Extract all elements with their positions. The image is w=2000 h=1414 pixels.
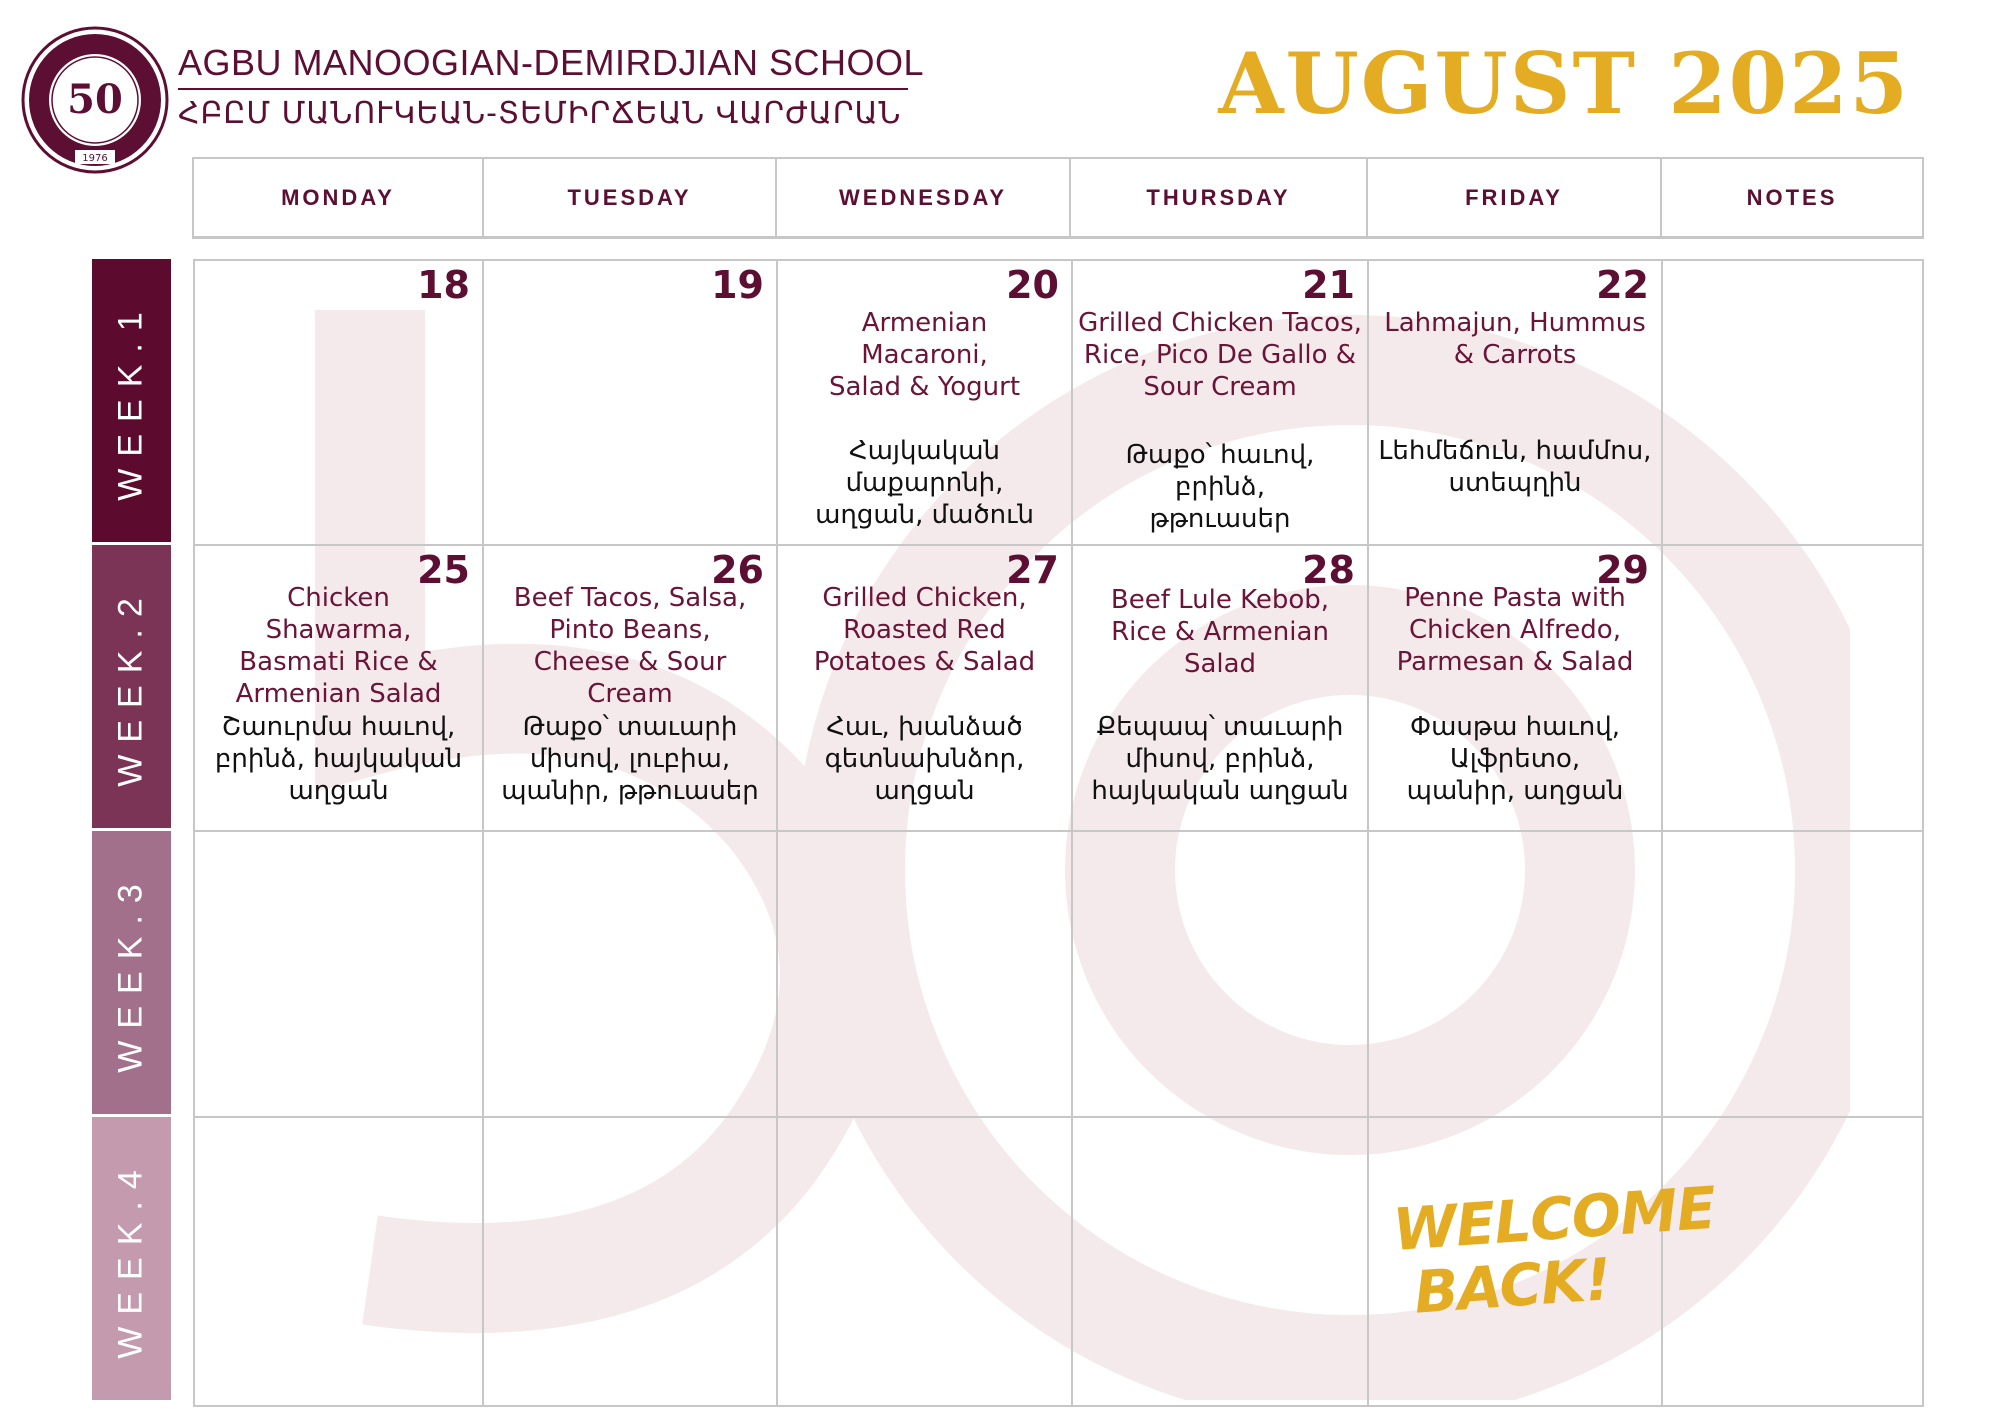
- week-label-1: WEEK.1: [92, 259, 171, 542]
- notes-cell-week2: [1663, 546, 1922, 832]
- welcome-back-graphic: WELCOME BACK!: [1390, 1173, 1718, 1327]
- week-label-3: WEEK.3: [92, 831, 171, 1114]
- school-logo: [20, 25, 170, 175]
- date-number: 26: [711, 548, 764, 592]
- menu-armenian: Փասթա հաւով, Ալֆրետօ, պանիր, աղցան: [1406, 712, 1624, 806]
- day-cell-18: [195, 261, 484, 546]
- menu-english: Chicken Shawarma, Basmati Rice & Armenian Salad: [235, 583, 442, 709]
- day-header-notes: NOTES: [1660, 159, 1924, 236]
- logo-year: 1976: [82, 153, 108, 164]
- month-title: AUGUST 2025: [1218, 34, 1910, 133]
- menu-english: Armenian Macaroni, Salad & Yogurt: [828, 308, 1021, 402]
- day-header-monday: MONDAY: [192, 159, 482, 236]
- day-cell-empty: [1073, 1118, 1369, 1405]
- day-cell-empty: [195, 832, 484, 1118]
- menu-armenian: Հայկական մաքարոնի, աղցան, մածուն: [815, 436, 1034, 530]
- menu-armenian: Քեպապ՝ տաւարի միսով, բրինձ, հայկական աղցան: [1091, 712, 1349, 806]
- logo-number: 50: [67, 76, 123, 123]
- menu-armenian: Հաւ, խանձած գետնախնձոր, աղցան: [824, 712, 1025, 806]
- school-name-en: AGBU MANOOGIAN-DEMIRDJIAN SCHOOL: [178, 42, 925, 83]
- day-cell-25: [195, 546, 484, 832]
- day-cell-empty: [484, 832, 778, 1118]
- day-cell-empty: [778, 1118, 1073, 1405]
- date-number: 19: [711, 263, 764, 307]
- week-label-4: WEEK.4: [92, 1117, 171, 1400]
- menu-english: Grilled Chicken Tacos, Rice, Pico De Gallo & Sour Cream: [1078, 308, 1362, 402]
- date-number: 20: [1006, 263, 1059, 307]
- divider: [178, 88, 908, 90]
- day-header-row: [192, 157, 1924, 239]
- week-label-2: WEEK.2: [92, 545, 171, 828]
- menu-english: Beef Lule Kebob, Rice & Armenian Salad: [1110, 585, 1330, 679]
- notes-cell-week1: [1663, 261, 1922, 546]
- notes-cell-week3: [1663, 832, 1922, 1118]
- day-cell-21: [1073, 261, 1369, 546]
- school-name-block: [178, 42, 925, 131]
- day-cell-empty: [778, 832, 1073, 1118]
- menu-english: Beef Tacos, Salsa, Pinto Beans, Cheese & Sour Cream: [513, 583, 747, 709]
- day-cell-empty: [1073, 832, 1369, 1118]
- date-number: 29: [1596, 548, 1649, 592]
- day-cell-22: [1369, 261, 1663, 546]
- day-cell-19: [484, 261, 778, 546]
- notes-cell-week4: [1663, 1118, 1922, 1405]
- menu-armenian: Շաուրմա հաւով, բրինձ, հայկական աղցան: [214, 712, 463, 806]
- day-cell-28: [1073, 546, 1369, 832]
- menu-english: Lahmajun, Hummus & Carrots: [1384, 308, 1646, 370]
- day-cell-empty: [195, 1118, 484, 1405]
- day-cell-20: [778, 261, 1073, 546]
- day-cell-empty: [484, 1118, 778, 1405]
- date-number: 22: [1596, 263, 1649, 307]
- day-header-wednesday: WEDNESDAY: [775, 159, 1069, 236]
- menu-english: Penne Pasta with Chicken Alfredo, Parmesan & Salad: [1396, 583, 1634, 677]
- date-number: 28: [1302, 548, 1355, 592]
- menu-armenian: Լեհմեճուն, համմոս, ստեպղին: [1378, 436, 1652, 498]
- school-name-hy: ՀԲԸՄ ՄԱՆՈՒԿԵԱՆ-ՏԵՄԻՐՃԵԱՆ ՎԱՐԺԱՐԱՆ: [178, 96, 902, 131]
- day-cell-27: [778, 546, 1073, 832]
- date-number: 25: [417, 548, 470, 592]
- date-number: 21: [1302, 263, 1355, 307]
- day-header-tuesday: TUESDAY: [482, 159, 775, 236]
- day-header-thursday: THURSDAY: [1069, 159, 1366, 236]
- menu-english: Grilled Chicken, Roasted Red Potatoes & Salad: [813, 583, 1036, 677]
- day-header-friday: FRIDAY: [1366, 159, 1660, 236]
- day-cell-empty: [1369, 832, 1663, 1118]
- day-cell-26: [484, 546, 778, 832]
- date-number: 27: [1006, 548, 1059, 592]
- menu-armenian: Թաքօ՝ տաւարի միսով, լուբիա, պանիր, թթուասեր: [501, 712, 759, 806]
- menu-armenian: Թաքօ՝ հաւով, բրինձ, թթուասեր: [1125, 440, 1315, 534]
- date-number: 18: [417, 263, 470, 307]
- day-cell-29: [1369, 546, 1663, 832]
